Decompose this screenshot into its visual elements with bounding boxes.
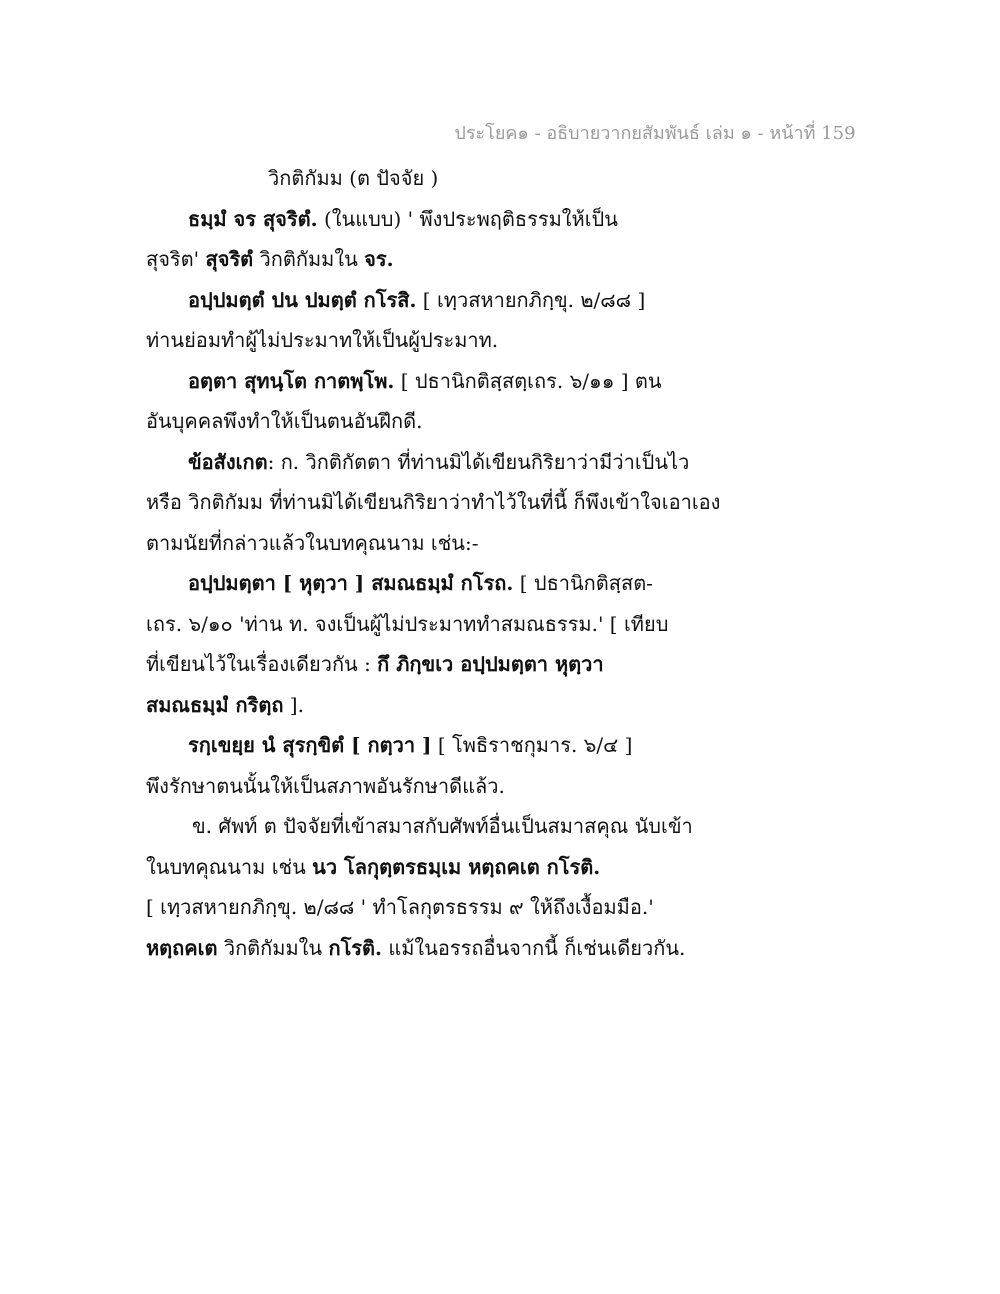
text-line: สุจริต' สุจริตํ วิกติกัมมใน จร. — [146, 247, 394, 271]
text-line: พึงรักษาตนนั้นให้เป็นสภาพอันรักษาดีแล้ว. — [146, 773, 505, 798]
pali-text: จร. — [364, 247, 394, 271]
pali-text: สุจริตํ — [205, 247, 254, 271]
pali-text: กึ ภิกฺขเว อปฺปมตฺตา หุตฺวา — [377, 652, 604, 676]
pali-text: หตฺถคเต — [146, 935, 218, 960]
running-head: ประโยค๑ - อธิบายวากยสัมพันธ์ เล่ม ๑ - หน้าที่ 159 — [454, 123, 856, 144]
text-line: ที่เขียนไว้ในเรื่องเดียวกัน : กึ ภิกฺขเว อปฺปมตฺตา หุตฺวา — [146, 652, 604, 676]
text-line: ในบทคุณนาม เช่น นว โลกุตฺตรธมฺเม หตฺถคเต กโรติ. — [146, 854, 601, 879]
pali-text: อปฺปมตฺตํ ปน ปมตฺตํ กโรสิ. — [188, 287, 417, 312]
pali-text: อปฺปมตฺตา [ หุตฺวา ] สมณธมฺมํ กโรถ. — [188, 571, 514, 595]
pali-text: อตฺตา สุทนฺโต กาตพฺโพ. — [188, 368, 395, 393]
pali-text: กโรติ. — [328, 935, 382, 960]
pali-text: ธมฺมํ จร สุจริตํ. — [188, 206, 318, 231]
pali-text: นว โลกุตฺตรธมฺเม หตฺถคเต กโรติ. — [312, 854, 601, 879]
text-line: ตามนัยที่กล่าวแล้วในบทคุณนาม เช่น:- — [146, 530, 479, 555]
text-line: หรือ วิกติกัมม ที่ท่านมิได้เขียนกิริยาว่าทำไว้ในที่นี้ ก็พึงเข้าใจเอาเอง — [146, 490, 721, 514]
pali-text: สมณธมฺมํ กริตฺถ — [146, 692, 284, 717]
text-line: ท่านย่อมทำผู้ไม่ประมาทให้เป็นผู้ประมาท. — [146, 328, 499, 352]
note-line: ข้อสังเกต: ก. วิกติกัตตา ที่ท่านมิได้เขียนกิริยาว่ามีว่าเป็นไว — [188, 449, 690, 474]
example-line: อปฺปมตฺตํ ปน ปมตฺตํ กโรสิ. [ เทฺวสหายกภิกฺขุ. ๒/๘๘ ] — [188, 287, 646, 312]
note-line: ข. ศัพท์ ต ปัจจัยที่เข้าสมาสกับศัพท์อื่นเป็นสมาสคุณ นับเข้า — [192, 814, 693, 838]
text-line: เถร. ๖/๑๐ 'ท่าน ท. จงเป็นผู้ไม่ประมาททำสมณธรรม.' [ เทียบ — [146, 611, 669, 636]
text-line: อันบุคคลพึงทำให้เป็นตนอันฝึกดี. — [146, 409, 423, 433]
text-line: หตฺถคเต วิกติกัมมใน กโรติ. แม้ในอรรถอื่นจากนี้ ก็เช่นเดียวกัน. — [146, 935, 686, 960]
example-line: รกฺเขยฺย นํ สุรกฺขิตํ [ กตฺวา ] [ โพธิราชกุมาร. ๖/๔ ] — [188, 733, 633, 757]
page-body — [146, 158, 866, 968]
example-line: อปฺปมตฺตา [ หุตฺวา ] สมณธมฺมํ กโรถ. [ ปธานิกติสฺสต- — [188, 571, 653, 595]
pali-text: รกฺเขยฺย นํ สุรกฺขิตํ [ กตฺวา ] — [188, 733, 432, 757]
example-line: ธมฺมํ จร สุจริตํ. (ในแบบ) ' พึงประพฤติธรรมให้เป็น — [188, 206, 618, 231]
note-label: ข้อสังเกต — [188, 449, 268, 474]
text-line: สมณธมฺมํ กริตฺถ ]. — [146, 692, 304, 717]
text-line: [ เทฺวสหายกภิกฺขุ. ๒/๘๘ ' ทำโลกุตรธรรม ๙ ให้ถึงเงื้อมมือ.' — [146, 895, 654, 919]
heading-vikatikamma: วิกติกัมม (ต ปัจจัย ) — [268, 166, 439, 190]
example-line: อตฺตา สุทนฺโต กาตพฺโพ. [ ปธานิกติสฺสตฺเถร. ๖/๑๑ ] ตน — [188, 368, 662, 393]
